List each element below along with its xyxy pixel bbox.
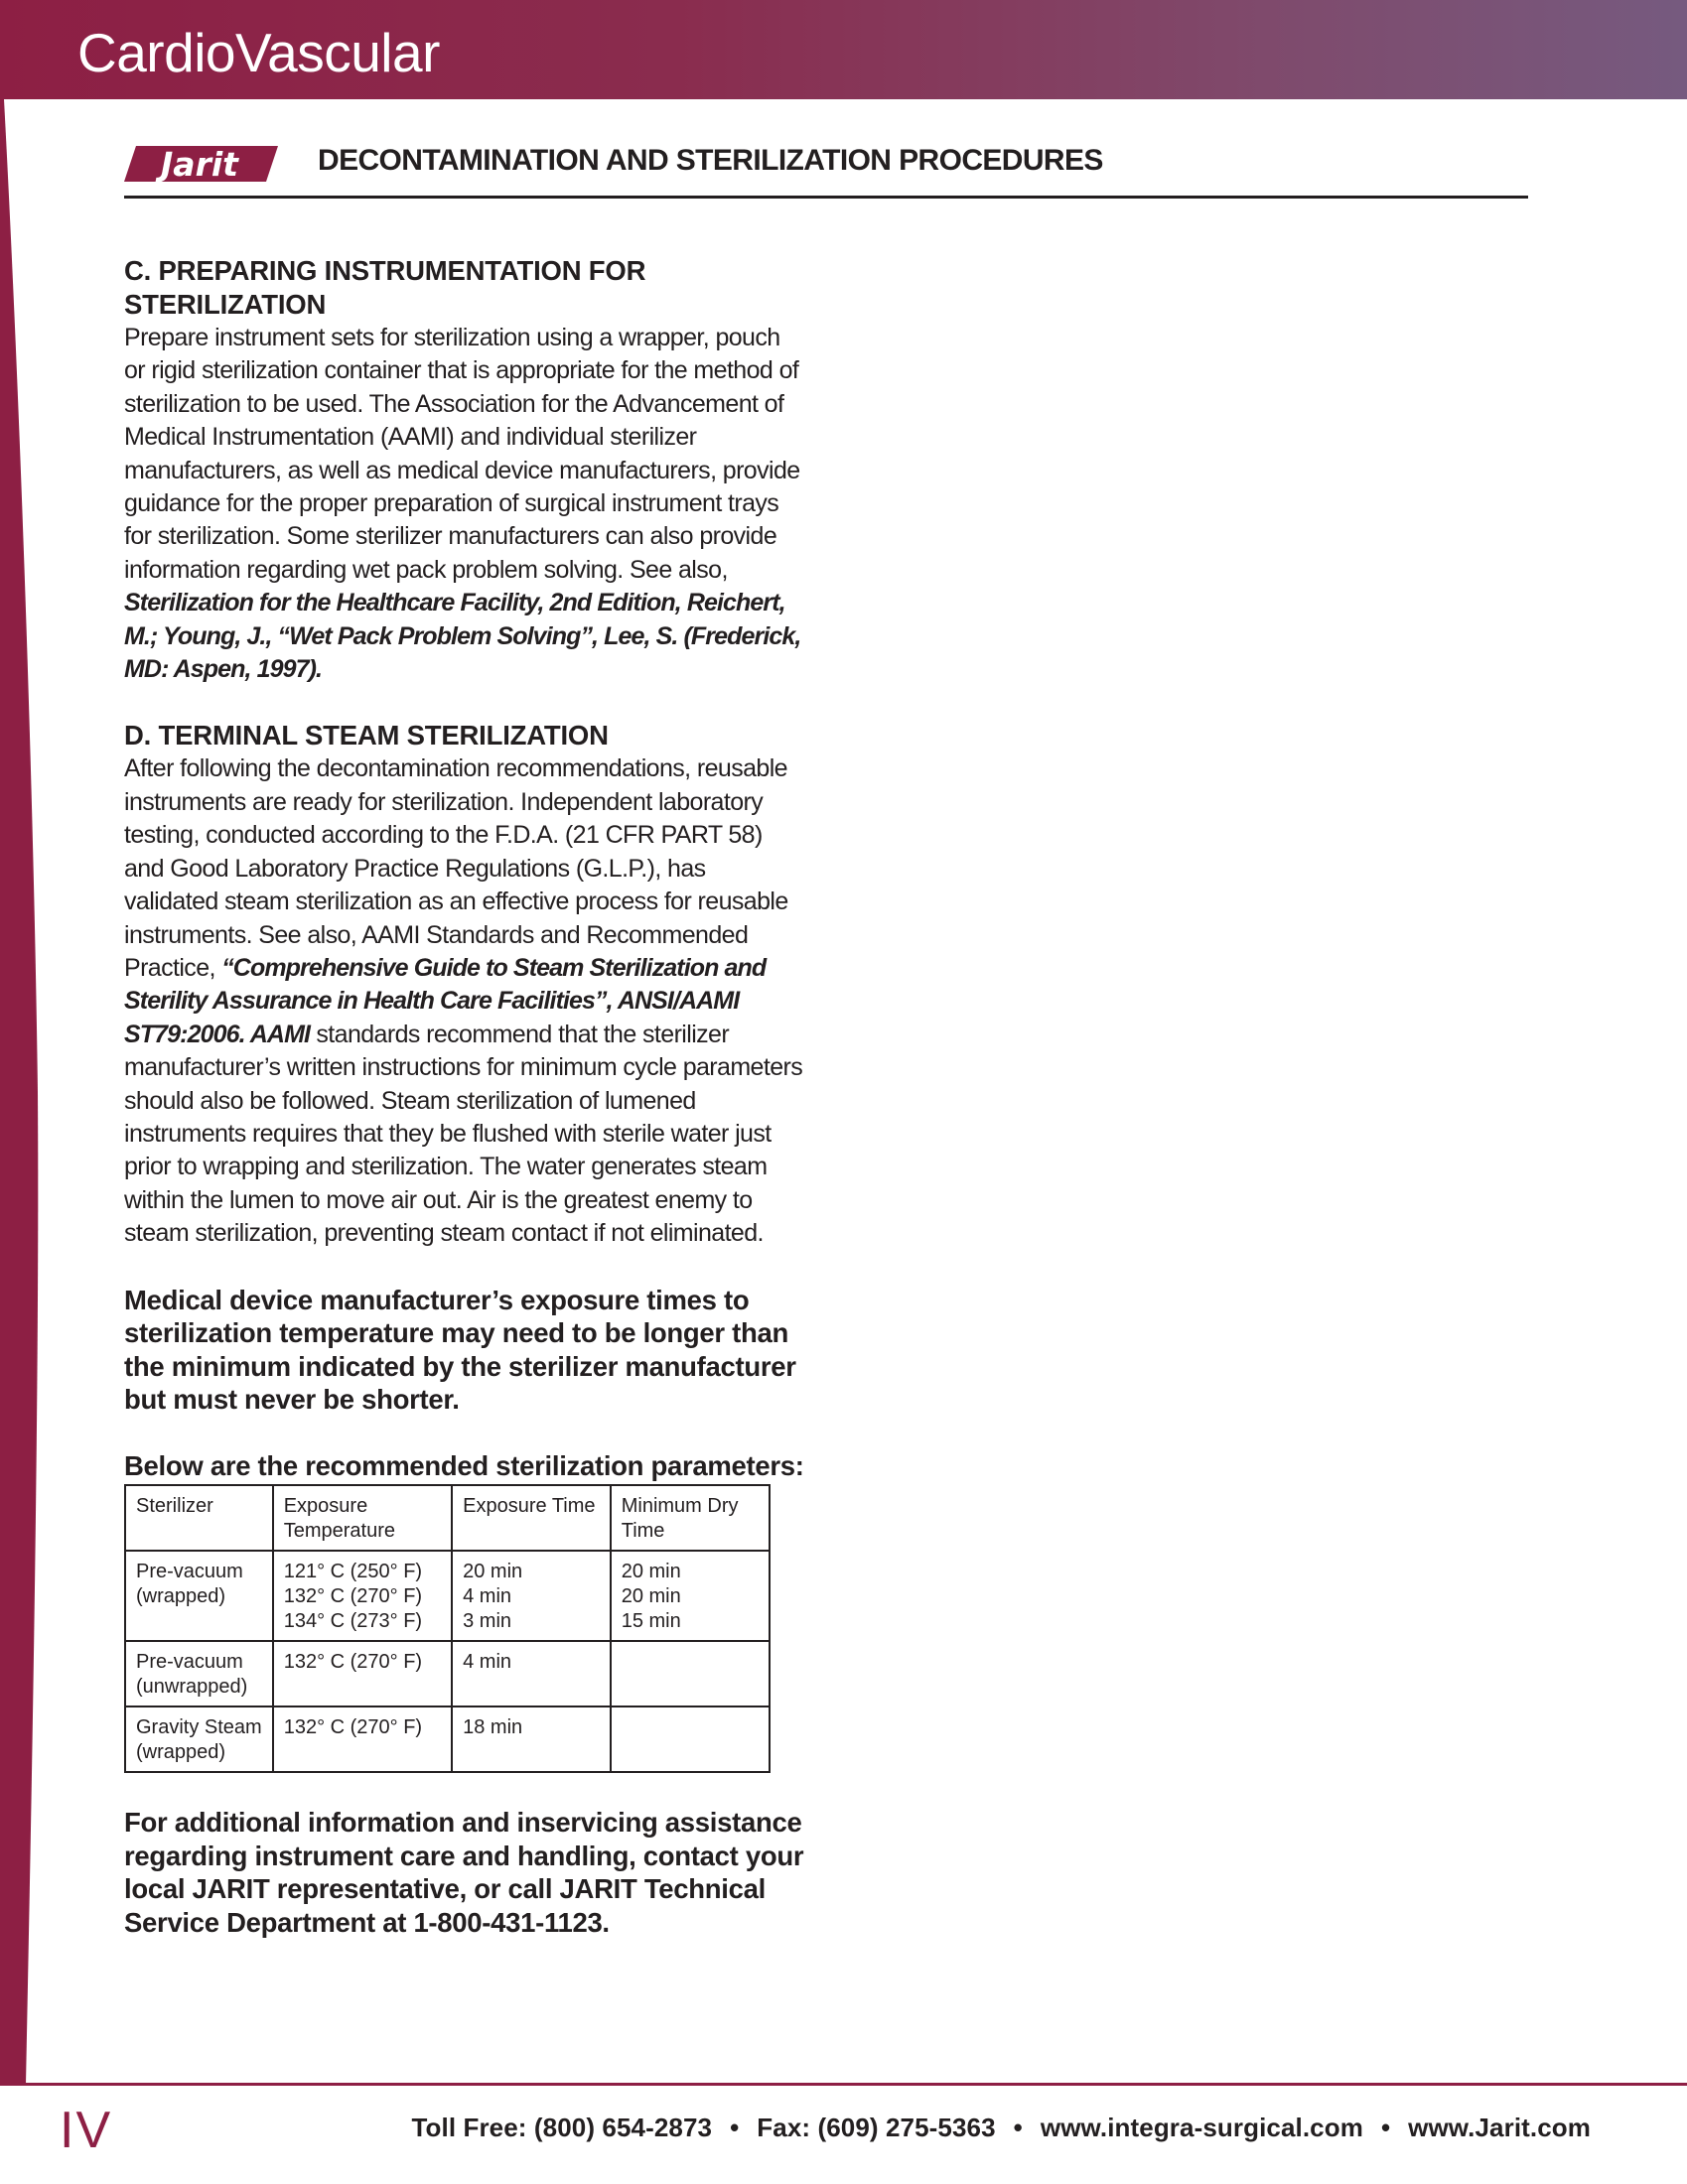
footer-toll-free: Toll Free: (800) 654-2873 [411,2113,713,2142]
table-cell-line: Pre-vacuum [136,1651,243,1674]
table-cell-line: Gravity Steam [136,1716,262,1739]
table-cell-temperature [273,1641,452,1706]
table-cell-line: (wrapped) [136,1741,226,1764]
table-cell-line: 15 min [621,1610,681,1633]
section-d-text-2: standards recommend that the sterilizer manufacturer’s written instructions for minimum cycle parameters should also be followed. Steam sterilization of lumened instruments requires that they be flushed with sterile water just prior to wrapping and sterilization. The water generates steam within the lumen to move air out. Air is the greatest enemy to steam sterilization, preventing steam contact if not eliminated. [124,1020,803,1248]
table-row [125,1641,770,1706]
table-cell-line: 18 min [463,1716,523,1739]
footer-separator: • [730,2113,740,2142]
section-header [124,140,1528,200]
table-header-cell: Sterilizer [125,1485,273,1551]
section-c-text: Prepare instrument sets for sterilization using a wrapper, pouch or rigid sterilization container that is appropriate for the method of sterilization to be used. The Association for the Advancement of Medical Instrumentation (AAMI) and individual sterilizer manufacturers, as well as medical device manufacturers, provide guidance for the proper preparation of surgical instrument trays for sterilization. Some sterilizer manufacturers can also provide information regarding wet pack problem solving. See also, [124,324,800,584]
table-cell-temperature [273,1706,452,1772]
table-cell-sterilizer [125,1641,273,1706]
section-c-heading [124,254,804,322]
table-cell-line: 4 min [463,1651,512,1674]
brand-title: CardioVascular [77,22,440,83]
section-d-text-1: After following the decontamination recommendations, reusable instruments are ready for sterilization. Independent laboratory testing, conducted according to the F.D.A. (21 CFR PART 58) and Good Laboratory Practice Regulations (G.L.P.), has validated steam sterilization as an effective process for reusable instruments. See also, AAMI Standards and Recommended Practice, [124,754,788,982]
table-cell-dry [611,1641,770,1706]
page-number: IV [60,2102,113,2159]
footer-website-integra[interactable]: www.integra-surgical.com [1040,2113,1363,2142]
footer-divider [0,2083,1687,2086]
contact-info: For additional information and inservicing assistance regarding instrument care and handling, contact your local JARIT representative, or call JARIT Technical Service Department at 1-800-431-1123. [124,1807,804,1938]
table-intro: Below are the recommended sterilization parameters: [124,1449,804,1481]
section-c-heading-line: C. PREPARING INSTRUMENTATION FOR [124,255,646,286]
table-cell-line: 121° C (250° F) [283,1561,423,1583]
table-cell-line: 20 min [621,1585,681,1608]
table-row [125,1706,770,1772]
table-header-row [125,1485,770,1551]
table-cell-time [452,1641,611,1706]
table-cell-line: Pre-vacuum [136,1561,243,1583]
table-cell-sterilizer [125,1551,273,1641]
header-divider [124,196,1528,199]
footer-separator: • [1013,2113,1023,2142]
table-cell-line: 132° C (270° F) [283,1651,423,1674]
table-cell-line: (wrapped) [136,1585,226,1608]
table-cell-time [452,1551,611,1641]
section-c-reference: Sterilization for the Healthcare Facility, 2nd Edition, Reichert, M.; Young, J., “Wet Pack Problem Solving”, Lee, S. (Frederick, MD: Aspen, 1997). [124,589,801,684]
main-column [124,254,804,1939]
section-d-heading: D. TERMINAL STEAM STERILIZATION [124,720,609,751]
table-cell-line: 132° C (270° F) [283,1585,423,1608]
footer-website-jarit[interactable]: www.Jarit.com [1408,2113,1591,2142]
footer-fax: Fax: (609) 275-5363 [757,2113,996,2142]
table-row [125,1551,770,1641]
table-cell-line: 132° C (270° F) [283,1716,423,1739]
table-cell-time [452,1706,611,1772]
footer-contact [411,2113,1591,2143]
sterilization-parameters-table [124,1484,771,1773]
table-cell-line: 4 min [463,1585,512,1608]
footer-separator: • [1380,2113,1391,2142]
table-cell-dry [611,1551,770,1641]
page-header-title: DECONTAMINATION AND STERILIZATION PROCEDURES [318,144,1103,177]
table-header-cell: Minimum Dry Time [611,1485,770,1551]
table-cell-line: 20 min [463,1561,523,1583]
table-cell-line: 134° C (273° F) [283,1610,423,1633]
svg-text:Jarit: Jarit [161,145,238,184]
table-cell-line: 20 min [621,1561,681,1583]
table-cell-line: (unwrapped) [136,1676,248,1699]
exposure-warning: Medical device manufacturer’s exposure times to sterilization temperature may need to be longer than the minimum indicated by the sterilizer manufacturer but must never be shorter. [124,1284,796,1416]
table-cell-sterilizer [125,1706,273,1772]
side-swoosh-decoration [0,99,70,2085]
section-c-heading-line: STERILIZATION [124,289,327,320]
table-cell-temperature [273,1551,452,1641]
section-d-body [124,752,804,1250]
table-header-cell: Exposure Time [452,1485,611,1551]
table-cell-line: 3 min [463,1610,512,1633]
jarit-logo [124,144,278,184]
section-c-body [124,322,804,686]
table-cell-dry [611,1706,770,1772]
table-header-cell: Exposure Temperature [273,1485,452,1551]
section-d-reference: “Comprehensive Guide to Steam Sterilization and Sterility Assurance in Health Care Facilities”, ANSI/AAMI ST79:2006. AAMI [124,953,767,1048]
